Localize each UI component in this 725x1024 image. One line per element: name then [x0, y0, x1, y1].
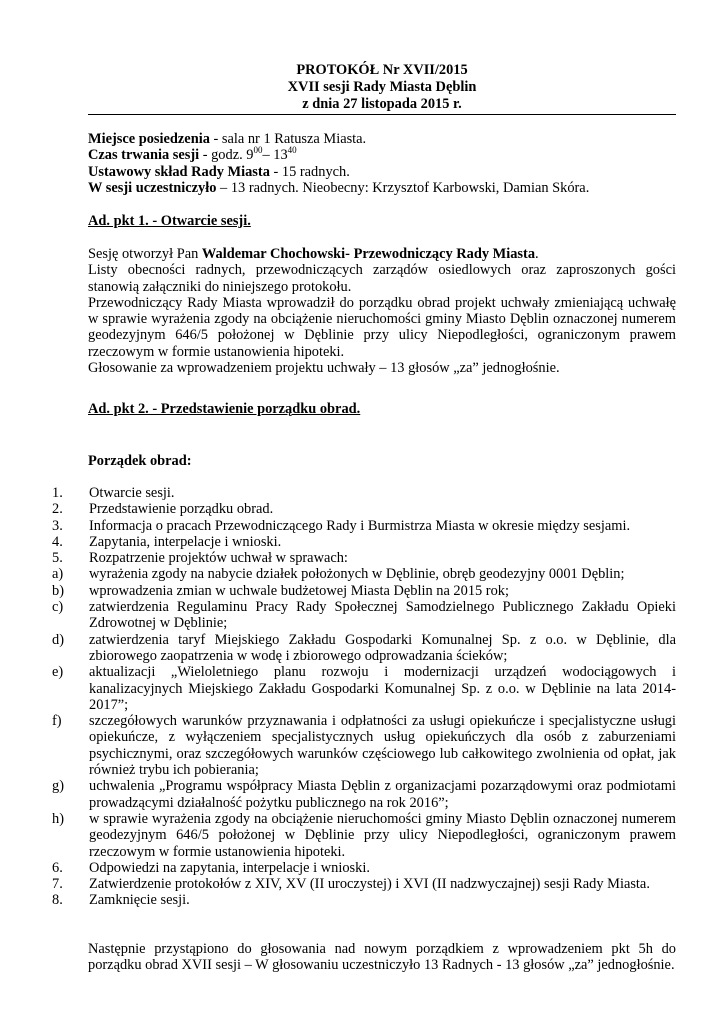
meta-duration-prefix: - godz. 9 — [199, 147, 254, 164]
closing-paragraph: Następnie przystąpiono do głosowania nad nowym porządkiem z wprowadzeniem pkt 5h do porządku obrad XVII sesji – W głosowaniu uczestniczyło 13 Radnych - 13 głosów „za” jednogłośnie. — [88, 941, 676, 974]
meta-attendance-value: – 13 radnych. Nieobecny: Krzysztof Karbowski, Damian Skóra. — [216, 179, 590, 196]
meta-duration — [88, 147, 676, 163]
list-item-number: 4. — [52, 533, 63, 550]
list-item-text: Odpowiedzi na zapytania, interpelacje i wnioski. — [89, 859, 370, 876]
list-item — [52, 860, 676, 876]
list-item-number: c) — [52, 599, 64, 616]
list-item-text: aktualizacji „Wieloletniego planu rozwoju i modernizacji urządzeń wodociągowych i kanalizacyjnych Miejskiego Zakładu Gospodarki Komunalnej Sp. z o.o. w Dęblinie na lata 2014-2017”; — [89, 664, 676, 713]
list-item-text: uchwalenia „Programu współpracy Miasta Dęblin z organizacjami pozarządowymi oraz podmiotami prowadzącymi działalność pożytku publicznego na rok 2016”; — [89, 778, 676, 811]
list-item-text: zatwierdzenia Regulaminu Pracy Rady Społecznej Samodzielnego Publicznego Zakładu Opieki Zdrowotnej w Dęblinie; — [89, 599, 676, 632]
list-item — [52, 713, 676, 778]
title-divider — [88, 114, 676, 115]
list-item-text: Zamknięcie sesji. — [89, 892, 190, 909]
list-item-text: Informacja o pracach Przewodniczącego Rady i Burmistrza Miasta w okresie między sesjami. — [89, 517, 631, 534]
list-item — [52, 518, 676, 534]
list-item-number: 6. — [52, 859, 63, 876]
list-item-number: f) — [52, 713, 62, 730]
title-line-2: XVII sesji Rady Miasta Dęblin — [287, 79, 477, 95]
list-item-number: 7. — [52, 876, 63, 893]
agenda-list — [52, 485, 676, 909]
meta-duration-label: Czas trwania sesji — [88, 147, 200, 164]
meta-composition — [88, 164, 676, 180]
list-item-number: b) — [52, 582, 64, 599]
section-1-heading-text: Ad. pkt 1. - Otwarcie sesji. — [88, 213, 251, 229]
list-item — [52, 778, 676, 811]
meta-place-value: - sala nr 1 Ratusza Miasta. — [209, 131, 367, 147]
title-line-3: z dnia 27 listopada 2015 r. — [302, 96, 462, 112]
list-item-text: Otwarcie sesji. — [89, 485, 175, 501]
list-item-text: zatwierdzenia taryf Miejskiego Zakładu Gospodarki Komunalnej Sp. z o.o. w Dęblinie, dla zbiorowego zaopatrzenia w wodę i zbiorowego odprowadzania ścieków; — [89, 631, 676, 664]
section-1-body — [88, 246, 676, 376]
list-item-number: e) — [52, 664, 64, 681]
opening-prefix: Sesję otworzył Pan — [88, 246, 202, 262]
list-item-number: h) — [52, 810, 64, 827]
list-item — [52, 550, 676, 566]
list-item-text: w sprawie wyrażenia zgody na obciążenie nieruchomości gminy Miasto Dęblin oznaczonej numerem geodezyjnym 646/5 położonej w Dęblinie przy ulicy Niepodległości, ograniczonym prawem rzeczowym w formie ustanowienia hipoteki. — [89, 810, 676, 860]
chairman-name: Waldemar Chochowski- Przewodniczący Rady Miasta — [201, 246, 536, 262]
list-item-number: d) — [52, 631, 64, 648]
list-item — [52, 534, 676, 550]
list-item-number: 2. — [52, 501, 63, 518]
list-item-number: 1. — [52, 485, 63, 501]
session-meta — [88, 131, 676, 196]
list-item — [52, 876, 676, 892]
list-item-text: Zatwierdzenie protokołów z XIV, XV (II uroczystej) i XVI (II nadzwyczajnej) sesji Rady Miasta. — [89, 876, 650, 893]
list-item-number: 8. — [52, 892, 63, 909]
vote-result-paragraph: Głosowanie za wprowadzeniem projektu uchwały – 13 głosów „za” jednogłośnie. — [88, 360, 560, 377]
list-item — [52, 485, 676, 501]
meta-duration-end: – 13 — [262, 147, 288, 164]
list-item-number: 3. — [52, 517, 63, 534]
list-item-text: wprowadzenia zmian w uchwale budżetowej Miasta Dęblin na 2015 rok; — [89, 582, 509, 599]
section-1-heading — [88, 213, 676, 229]
list-item-number: g) — [52, 778, 64, 795]
list-item-text: wyrażenia zgody na nabycie działek położonych w Dęblinie, obręb geodezyjny 0001 Dęblin; — [89, 566, 625, 583]
opening-suffix: . — [535, 246, 539, 262]
list-item — [52, 632, 676, 665]
list-item — [52, 501, 676, 517]
section-2-heading-text: Ad. pkt 2. - Przedstawienie porządku obrad. — [88, 401, 361, 417]
list-item — [52, 566, 676, 582]
list-item-text: szczegółowych warunków przyznawania i odpłatności za usługi opiekuńcze i specjalistyczne usługi opiekuńcze, z wyłączeniem specjalistycznych usług opiekuńczych dla osób z zaburzeniami psychicznymi, oraz szczegółowych warunków częściowego lub całkowitego zwolnienia od opłat, jak również trybu ich pobierania; — [89, 713, 676, 779]
meta-attendance — [88, 180, 676, 196]
attendance-lists-paragraph: Listy obecności radnych, przewodniczących zarządów osiedlowych oraz zaproszonych gości stanowią załączniki do niniejszego protokołu. — [88, 262, 676, 295]
meta-composition-label: Ustawowy skład Rady Miasta — [88, 163, 270, 180]
meta-place-label: Miejsce posiedzenia — [88, 131, 210, 147]
list-item — [52, 664, 676, 713]
list-item-number: a) — [52, 566, 64, 583]
agenda-title: Porządek obrad: — [88, 453, 192, 469]
list-item — [52, 811, 676, 860]
list-item-number: 5. — [52, 550, 63, 567]
list-item-text: Przedstawienie porządku obrad. — [89, 501, 274, 518]
list-item — [52, 599, 676, 632]
agenda-change-paragraph: Przewodniczący Rady Miasta wprowadził do porządku obrad projekt uchwały zmieniającą uchwałę w sprawie wyrażenia zgody na obciążenie nieruchomości gminy Miasto Dęblin oznaczonej numerem geodezyjnym 646/5 położonej w Dęblinie przy ulicy Niepodległości, ograniczonym prawem rzeczowym w formie ustanowienia hipoteki. — [88, 294, 676, 360]
meta-composition-value: - 15 radnych. — [269, 163, 350, 180]
meta-place — [88, 131, 676, 147]
meta-attendance-label: W sesji uczestniczyło — [88, 179, 217, 196]
list-item — [52, 892, 676, 908]
list-item — [52, 583, 676, 599]
meta-duration-end-minutes: 40 — [287, 145, 297, 156]
list-item-text: Zapytania, interpelacje i wnioski. — [89, 533, 282, 550]
section-1-opening — [88, 246, 676, 262]
section-2-heading — [88, 401, 676, 417]
meta-duration-start-minutes: 00 — [253, 145, 263, 156]
title-line-1: PROTOKÓŁ Nr XVII/2015 — [296, 62, 468, 78]
list-item-text: Rozpatrzenie projektów uchwał w sprawach: — [89, 550, 348, 567]
document-title — [88, 62, 676, 113]
